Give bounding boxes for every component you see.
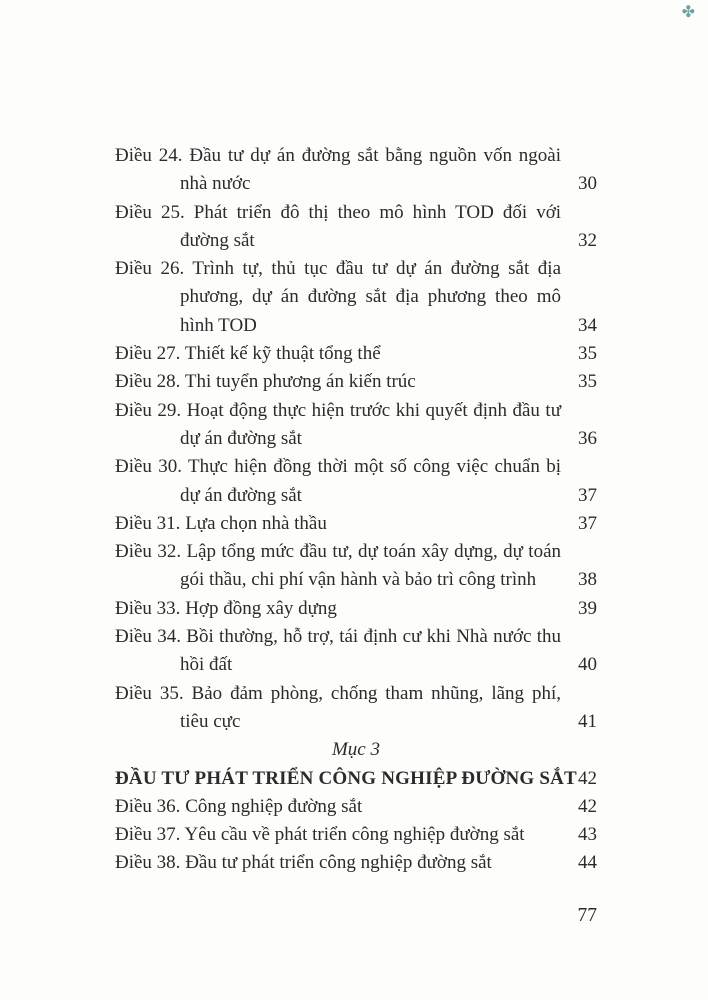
toc-entry <box>115 142 597 199</box>
toc-entry-label: Điều 31. <box>115 512 181 534</box>
toc-entry <box>115 623 597 680</box>
toc-entry-text <box>115 821 561 849</box>
toc-entry-pagenum: 39 <box>578 597 597 619</box>
toc-entry <box>115 595 597 623</box>
toc-entry-label: Điều 36. <box>115 795 181 817</box>
toc-entry-text <box>115 453 561 510</box>
toc-page <box>115 142 597 930</box>
toc-entry <box>115 821 597 849</box>
toc-entry-label: Điều 37. <box>115 824 181 846</box>
toc-entry <box>115 538 597 595</box>
toc-entry-title: Đầu tư dự án đường sắt bằng nguồn vốn ngoài nhà nước <box>180 145 562 195</box>
toc-entry-title: Lựa chọn nhà thầu <box>185 512 327 534</box>
toc-entry <box>115 510 597 538</box>
toc-entry-label: Điều 24. <box>115 145 183 166</box>
page-number: 77 <box>577 904 597 926</box>
toc-entry-text <box>115 340 561 368</box>
toc-entry-label: Điều 27. <box>115 343 181 365</box>
toc-entry-label: Điều 33. <box>115 597 181 619</box>
toc-entry <box>115 397 597 454</box>
toc-entry-title: Phát triển đô thị theo mô hình TOD đối với đường sắt <box>180 201 562 251</box>
toc-entry <box>115 680 597 737</box>
toc-entry <box>115 255 597 340</box>
toc-entry-label: Điều 32. <box>115 541 182 563</box>
toc-entry-label: Điều 29. <box>115 399 182 421</box>
toc-entry-title: Công nghiệp đường sắt <box>185 795 363 817</box>
toc-entry-text <box>115 623 561 680</box>
toc-entry-label: Điều 26. <box>115 258 185 280</box>
toc-entry-title: Trình tự, thủ tục đầu tư dự án đường sắt địa phương, dự án đường sắt địa phương theo mô hình TOD <box>180 258 561 336</box>
toc-entry-text <box>115 793 561 821</box>
toc-entry-title: Bồi thường, hỗ trợ, tái định cư khi Nhà nước thu hồi đất <box>180 626 561 676</box>
toc-entry-pagenum: 38 <box>578 569 597 591</box>
toc-entry-label: Điều 38. <box>115 852 181 874</box>
toc-entry-pagenum: 32 <box>578 229 597 251</box>
toc-entry-title: Đầu tư phát triển công nghiệp đường sắt <box>185 852 492 874</box>
toc-entry-label: Điều 34. <box>115 626 181 648</box>
toc-entry-pagenum: 42 <box>578 795 597 817</box>
toc-entry-text <box>115 595 561 623</box>
toc-entry-label: Điều 30. <box>115 456 183 478</box>
toc-entry-text <box>115 368 561 396</box>
section-title: ĐẦU TƯ PHÁT TRIỂN CÔNG NGHIỆP ĐƯỜNG SẮT <box>115 767 577 789</box>
toc-entry-pagenum: 41 <box>578 710 597 732</box>
toc-entry <box>115 340 597 368</box>
section-title-row <box>115 765 597 793</box>
toc-entry-label: Điều 28. <box>115 371 181 393</box>
toc-entry-title: Hợp đồng xây dựng <box>185 597 337 619</box>
toc-entry <box>115 849 597 877</box>
toc-entry-label: Điều 25. <box>115 201 185 223</box>
toc-entry-title: Thi tuyển phương án kiến trúc <box>184 371 416 393</box>
toc-entry-pagenum: 40 <box>578 654 597 676</box>
toc-entry-text <box>115 199 561 256</box>
toc-entry-title: Hoạt động thực hiện trước khi quyết định đầu tư dự án đường sắt <box>180 399 561 449</box>
toc-entry-pagenum: 30 <box>578 173 597 195</box>
toc-entry-pagenum: 35 <box>578 371 597 393</box>
toc-entry-title: Lập tổng mức đầu tư, dự toán xây dựng, dự toán gói thầu, chi phí vận hành và bảo trì công trình <box>180 541 562 591</box>
toc-entry <box>115 368 597 396</box>
toc-entry <box>115 793 597 821</box>
toc-entry-label: Điều 35. <box>115 682 184 704</box>
toc-entry-pagenum: 43 <box>578 824 597 846</box>
toc-entry-title: Thiết kế kỹ thuật tổng thể <box>184 343 381 365</box>
toc-entry-title: Bảo đảm phòng, chống tham nhũng, lãng phí, tiêu cực <box>180 682 562 732</box>
section-marker: Mục 3 <box>331 739 380 761</box>
section-pagenum: 42 <box>578 767 597 789</box>
toc-entry-text <box>115 142 561 199</box>
flower-icon: ✤ <box>681 4 695 21</box>
toc-entry-text <box>115 538 561 595</box>
toc-entry-pagenum: 36 <box>578 427 597 449</box>
toc-entry-pagenum: 37 <box>578 512 597 534</box>
toc-entry-pagenum: 44 <box>578 852 597 874</box>
toc-entry-text <box>115 680 561 737</box>
toc-entry <box>115 453 597 510</box>
toc-entry-pagenum: 37 <box>578 484 597 506</box>
toc-entry-pagenum: 34 <box>578 314 597 336</box>
toc-entry-title: Yêu cầu về phát triển công nghiệp đường sắt <box>184 824 525 846</box>
toc-entry-text <box>115 849 561 877</box>
toc-entry-title: Thực hiện đồng thời một số công việc chuẩn bị dự án đường sắt <box>180 456 561 506</box>
toc-entry <box>115 199 597 256</box>
toc-entry-text <box>115 397 561 454</box>
toc-entry-text <box>115 255 561 340</box>
toc-entry-text <box>115 510 561 538</box>
toc-entry-pagenum: 35 <box>578 343 597 365</box>
